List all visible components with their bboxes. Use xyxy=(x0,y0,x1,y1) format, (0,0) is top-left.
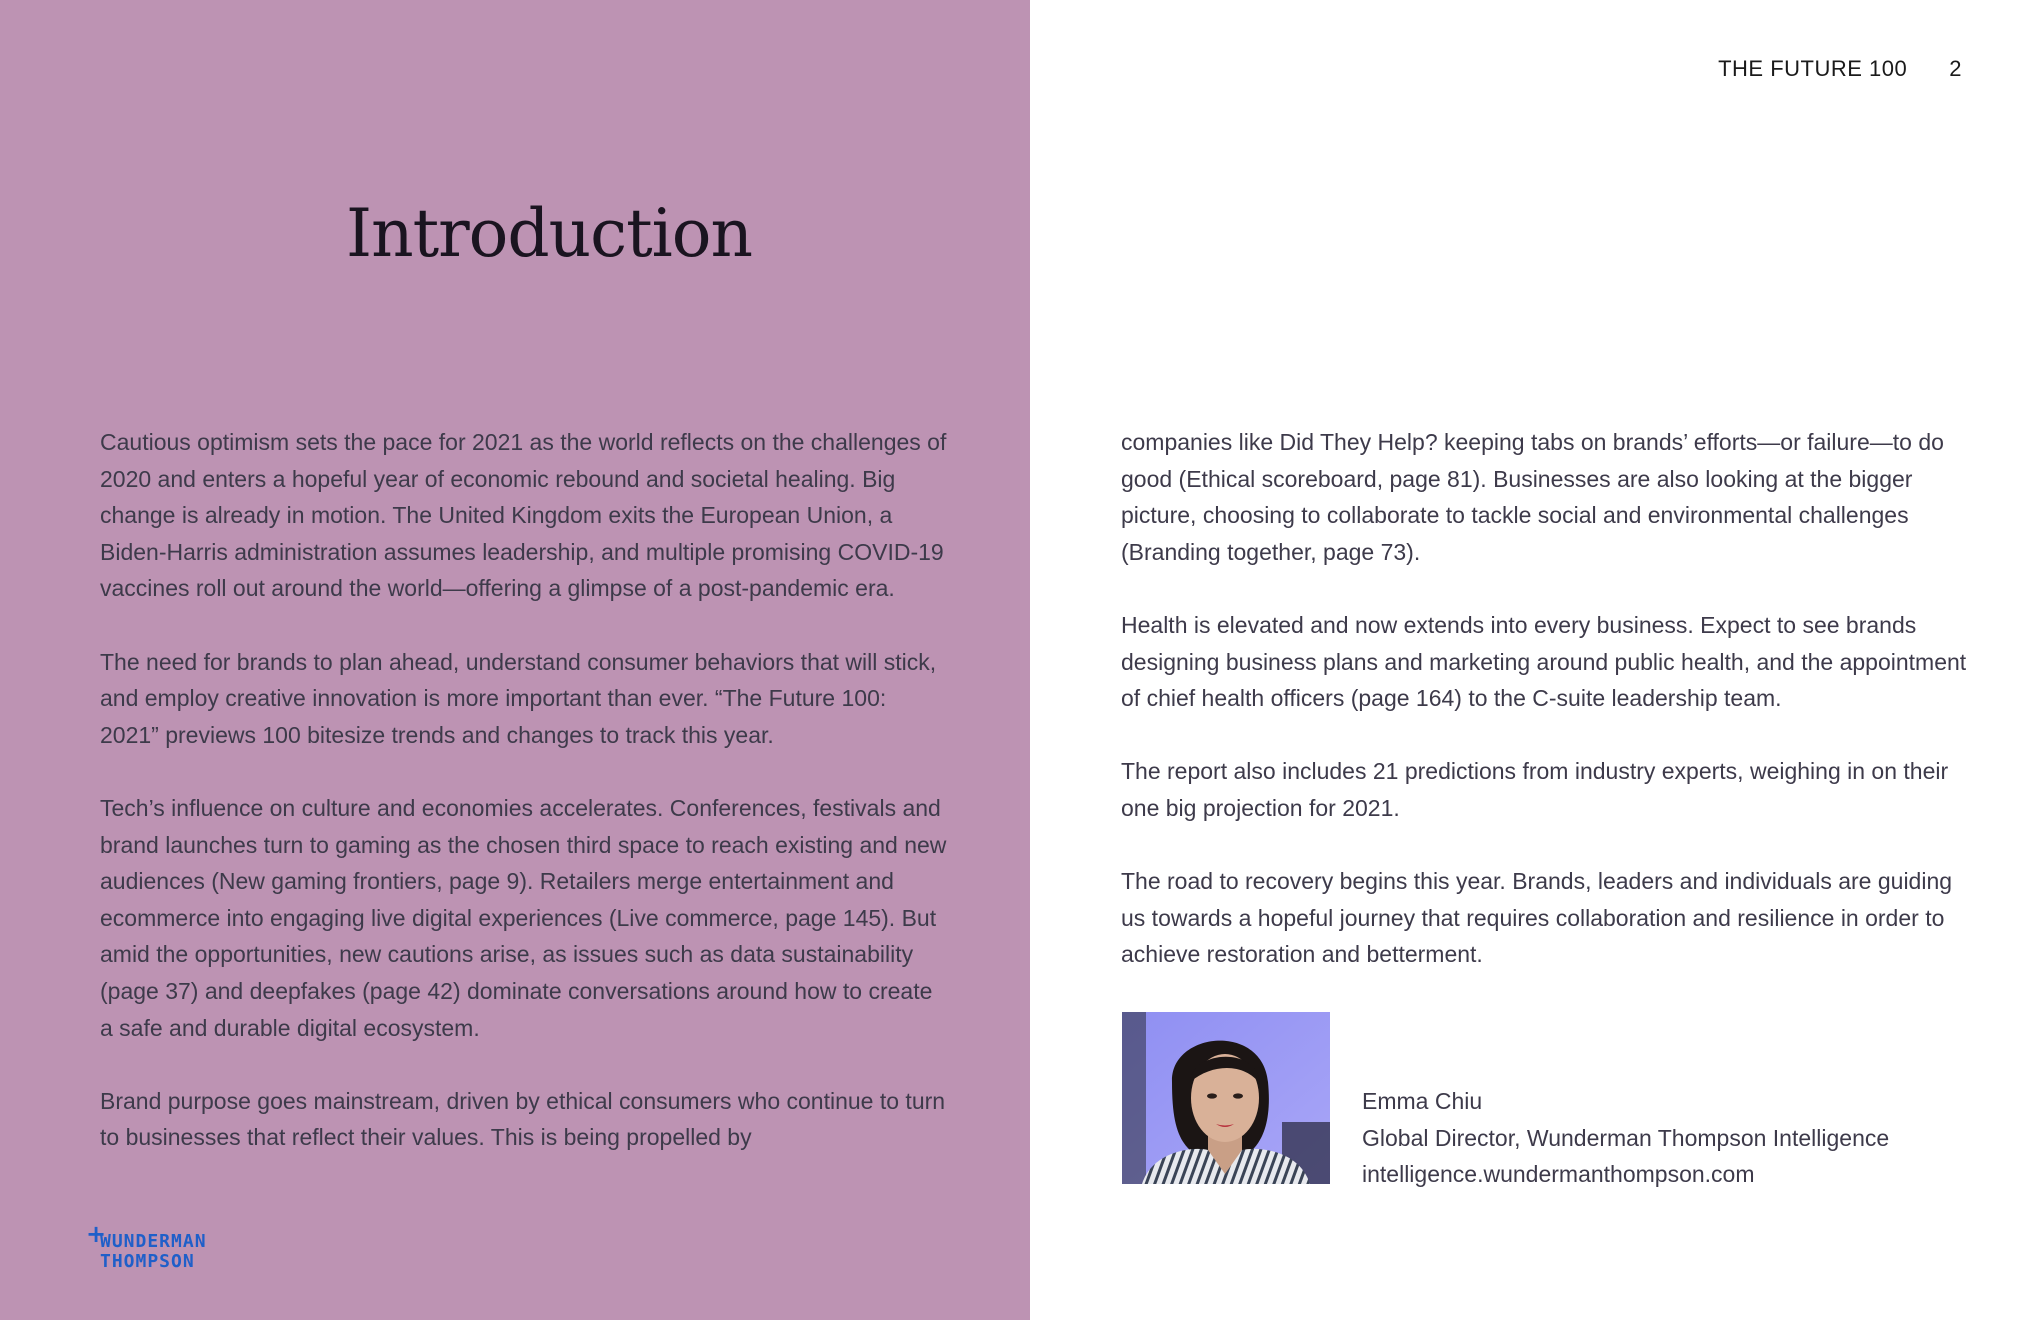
running-header xyxy=(1718,56,1962,82)
paragraph: companies like Did They Help? keeping tabs on brands’ efforts—or failure—to do good (Ethical scoreboard, page 81). Businesses are also looking at the bigger picture, choosing to collaborate to tackle social and environmental challenges (Branding together, page 73). xyxy=(1121,429,1944,565)
paragraph: The need for brands to plan ahead, understand consumer behaviors that will stick, and employ creative innovation is more important than ever. “The Future 100: 2021” previews 100 bitesize trends and changes to track this year. xyxy=(100,648,937,748)
author-name: Emma Chiu xyxy=(1362,1088,1483,1114)
publication-name: THE FUTURE 100 xyxy=(1718,56,1908,81)
author-photo xyxy=(1122,1012,1330,1184)
left-text-column xyxy=(100,424,950,1192)
paragraph: The road to recovery begins this year. Brands, leaders and individuals are guiding us towards a hopeful journey that requires collaboration and resilience in order to achieve restoration and betterment. xyxy=(1121,868,1953,968)
paragraph: Health is elevated and now extends into every business. Expect to see brands designing business plans and marketing around public health, and the appointment of chief health officers (page 164) to the C-suite leadership team. xyxy=(1121,611,1967,712)
paragraph: Brand purpose goes mainstream, driven by ethical consumers who continue to turn to businesses that reflect their values. This is being propelled by xyxy=(100,1087,946,1151)
logo-text-line-2: THOMPSON xyxy=(100,1251,195,1272)
paragraph: Tech’s influence on culture and economies accelerates. Conferences, festivals and brand launches turn to gaming as the chosen third space to reach existing and new audiences (New gaming frontiers, page 9). Retailers merge entertainment and ecommerce into engaging live digital experiences (Live commerce, page 145). But amid the opportunities, new cautions arise, as issues such as data sustainability (page 37) and deepfakes (page 42) dominate conversations around how to create a safe and durable digital ecosystem. xyxy=(100,794,947,1041)
author-credit xyxy=(1362,1083,1889,1193)
paragraph: The report also includes 21 predictions from industry experts, weighing in on their one big projection for 2021. xyxy=(1121,758,1949,821)
right-text-column xyxy=(1121,424,1971,1010)
page-title: Introduction xyxy=(346,195,752,272)
plus-icon: + xyxy=(86,1220,107,1248)
page-number: 2 xyxy=(1949,56,1962,81)
logo-text-line-1: WUNDERMAN xyxy=(100,1231,207,1252)
author-website: intelligence.wundermanthompson.com xyxy=(1362,1161,1755,1188)
wunderman-thompson-logo xyxy=(86,1220,246,1284)
author-role: Global Director, Wunderman Thompson Intelligence xyxy=(1362,1124,1890,1151)
paragraph: Cautious optimism sets the pace for 2021 as the world reflects on the challenges of 2020 and enters a hopeful year of economic rebound and societal healing. Big change is already in motion. The United Kingdom exits the European Union, a Biden-Harris administration assumes leadership, and multiple promising COVID-19 vaccines roll out around the world—offering a glimpse of a post-pandemic era. xyxy=(100,429,947,602)
